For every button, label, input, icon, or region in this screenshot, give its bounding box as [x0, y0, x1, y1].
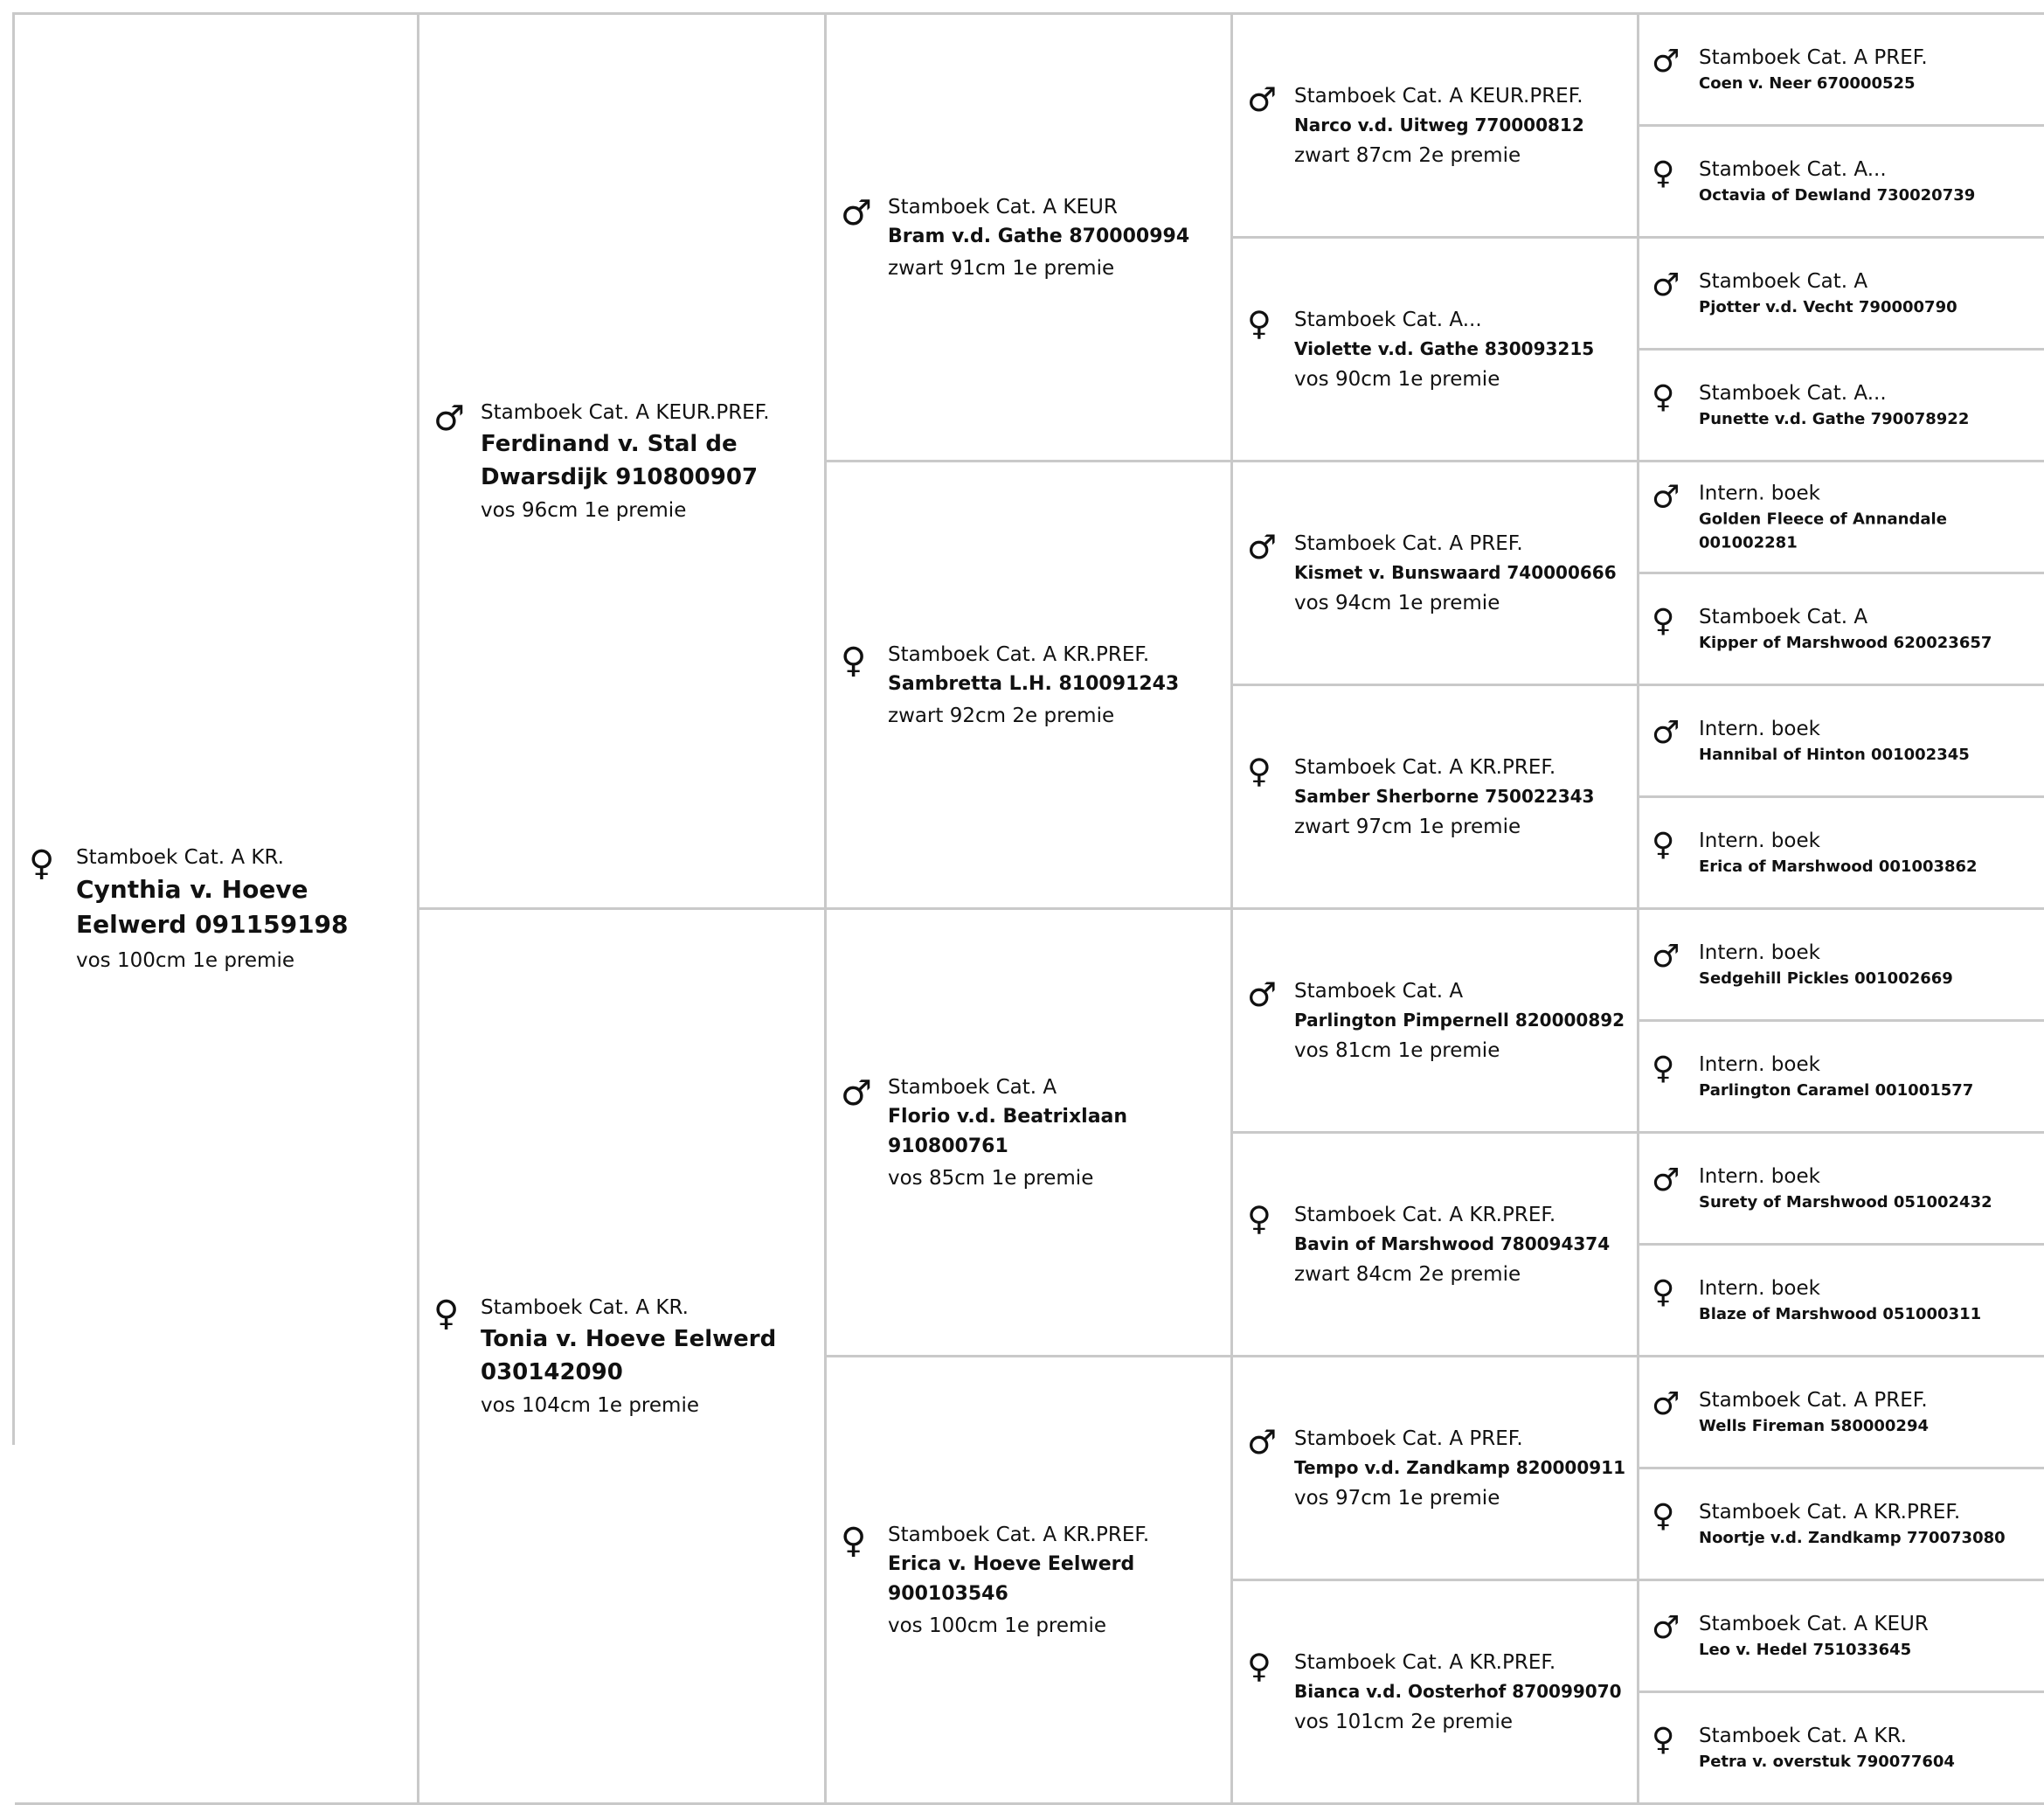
- horse-entry: [1639, 380, 2044, 431]
- horse-info: vos 100cm 1e premie: [76, 948, 294, 972]
- horse-details: [1699, 156, 2044, 207]
- studbook-category: Stamboek Cat. A KEUR.PREF.: [481, 400, 770, 424]
- male-symbol-icon: ♂: [1652, 1162, 1680, 1198]
- horse-entry: [419, 1293, 824, 1420]
- horse-name[interactable]: Narco v.d. Uitweg 770000812: [1294, 114, 1584, 135]
- horse-entry: [1639, 716, 2044, 767]
- horse-details: [481, 398, 824, 525]
- pedigree-tree: [12, 12, 2044, 1771]
- horse-entry: [1639, 1163, 2044, 1214]
- horse-name[interactable]: Sedgehill Pickles 001002669: [1699, 968, 1953, 988]
- pedigree-cell-gen5[interactable]: [1639, 239, 2044, 351]
- male-symbol-icon: ♂: [1247, 80, 1278, 119]
- pedigree-cell-gen1[interactable]: [15, 15, 419, 1805]
- horse-entry: [1233, 1200, 1637, 1289]
- male-symbol-icon: ♂: [841, 1073, 872, 1114]
- horse-entry: [1639, 1387, 2044, 1438]
- horse-info: zwart 87cm 2e premie: [1294, 143, 1521, 167]
- horse-name[interactable]: Violette v.d. Gathe 830093215: [1294, 337, 1595, 359]
- studbook-category: Stamboek Cat. A: [1294, 979, 1464, 1003]
- pedigree-cell-gen4[interactable]: [1233, 910, 1639, 1134]
- horse-name[interactable]: Parlington Caramel 001001577: [1699, 1080, 1974, 1100]
- pedigree-cell-gen5[interactable]: [1639, 351, 2044, 462]
- pedigree-cell-gen5[interactable]: [1639, 574, 2044, 686]
- horse-entry: [1639, 828, 2044, 878]
- studbook-category: Stamboek Cat. A...: [1294, 308, 1482, 331]
- horse-details: [1294, 529, 1637, 618]
- horse-details: [1294, 976, 1637, 1066]
- horse-details: [1699, 45, 2044, 95]
- horse-info: zwart 84cm 2e premie: [1294, 1262, 1521, 1286]
- pedigree-cell-gen5[interactable]: [1639, 798, 2044, 910]
- horse-details: [1294, 753, 1637, 842]
- horse-details: [1294, 1424, 1637, 1513]
- horse-details: [1699, 268, 2044, 319]
- horse-info: vos 81cm 1e premie: [1294, 1038, 1500, 1062]
- horse-name[interactable]: Noortje v.d. Zandkamp 770073080: [1699, 1528, 2006, 1547]
- horse-details: [1699, 480, 2044, 554]
- pedigree-cell-gen5[interactable]: [1639, 1134, 2044, 1246]
- studbook-category: Stamboek Cat. A PREF.: [1699, 45, 1928, 69]
- studbook-category: Stamboek Cat. A KR.PREF.: [888, 1523, 1150, 1546]
- male-symbol-icon: ♂: [841, 192, 872, 233]
- horse-name[interactable]: Kismet v. Bunswaard 740000666: [1294, 561, 1617, 583]
- horse-entry: [1639, 1499, 2044, 1550]
- female-symbol-icon: ♀: [1247, 1198, 1271, 1238]
- horse-entry: [419, 398, 824, 525]
- horse-name[interactable]: Florio v.d. Beatrixlaan 910800761: [888, 1105, 1128, 1157]
- horse-name[interactable]: Ferdinand v. Stal de Dwarsdijk 910800907: [481, 430, 759, 490]
- studbook-category: Intern. boek: [1699, 1276, 1820, 1300]
- male-symbol-icon: ♂: [1652, 938, 1680, 975]
- pedigree-cell-gen4[interactable]: [1233, 15, 1639, 239]
- horse-name[interactable]: Samber Sherborne 750022343: [1294, 785, 1595, 807]
- studbook-category: Intern. boek: [1699, 482, 1820, 504]
- horse-info: zwart 97cm 1e premie: [1294, 815, 1521, 838]
- horse-info: vos 97cm 1e premie: [1294, 1486, 1500, 1510]
- studbook-category: Intern. boek: [1699, 717, 1820, 740]
- female-symbol-icon: ♀: [29, 843, 55, 884]
- female-symbol-icon: ♀: [1652, 1497, 1675, 1534]
- pedigree-cell-gen5[interactable]: [1639, 1357, 2044, 1469]
- pedigree-cell-gen4[interactable]: [1233, 239, 1639, 462]
- studbook-category: Stamboek Cat. A...: [1699, 157, 1887, 181]
- horse-details: [888, 192, 1230, 283]
- horse-details: [1294, 1200, 1637, 1289]
- horse-name[interactable]: Wells Fireman 580000294: [1699, 1416, 1929, 1435]
- horse-entry: [15, 843, 417, 975]
- female-symbol-icon: ♀: [1652, 1050, 1675, 1086]
- horse-name[interactable]: Sambretta L.H. 810091243: [888, 672, 1180, 695]
- horse-entry: [1639, 268, 2044, 319]
- horse-name[interactable]: Parlington Pimpernell 820000892: [1294, 1009, 1625, 1031]
- horse-entry: [1639, 480, 2044, 554]
- horse-name[interactable]: Bram v.d. Gathe 870000994: [888, 225, 1190, 247]
- horse-entry: [827, 1520, 1230, 1641]
- studbook-category: Stamboek Cat. A KR.PREF.: [888, 642, 1150, 666]
- horse-name[interactable]: Punette v.d. Gathe 790078922: [1699, 409, 1970, 428]
- pedigree-cell-gen4[interactable]: [1233, 462, 1639, 686]
- horse-name[interactable]: Octavia of Dewland 730020739: [1699, 185, 1976, 205]
- studbook-category: Stamboek Cat. A: [1699, 605, 1868, 628]
- studbook-category: Stamboek Cat. A...: [1699, 381, 1887, 405]
- horse-info: zwart 92cm 2e premie: [888, 704, 1115, 727]
- horse-details: [1699, 716, 2044, 767]
- studbook-category: Stamboek Cat. A: [888, 1075, 1057, 1099]
- male-symbol-icon: ♂: [1652, 1609, 1680, 1646]
- horse-entry: [1233, 976, 1637, 1066]
- studbook-category: Stamboek Cat. A KR.: [481, 1295, 689, 1319]
- horse-details: [1699, 1163, 2044, 1214]
- pedigree-cell-gen3[interactable]: [827, 1357, 1233, 1805]
- horse-info: zwart 91cm 1e premie: [888, 256, 1115, 280]
- horse-entry: [1639, 45, 2044, 95]
- horse-name[interactable]: Cynthia v. Hoeve Eelwerd 091159198: [76, 874, 349, 939]
- horse-details: [1699, 1611, 2044, 1662]
- male-symbol-icon: ♂: [1247, 527, 1278, 566]
- horse-details: [888, 1073, 1230, 1193]
- pedigree-cell-gen5[interactable]: [1639, 1469, 2044, 1581]
- pedigree-cell-gen2[interactable]: [419, 910, 827, 1805]
- studbook-category: Stamboek Cat. A: [1699, 269, 1868, 293]
- horse-name[interactable]: Golden Fleece of Annandale 001002281: [1699, 510, 1947, 552]
- horse-details: [1294, 1648, 1637, 1737]
- female-symbol-icon: ♀: [1247, 303, 1271, 343]
- horse-info: vos 96cm 1e premie: [481, 498, 687, 522]
- female-symbol-icon: ♀: [841, 640, 867, 681]
- horse-info: vos 90cm 1e premie: [1294, 367, 1500, 391]
- studbook-category: Stamboek Cat. A KEUR.PREF.: [1294, 84, 1583, 108]
- horse-entry: [1639, 156, 2044, 207]
- horse-entry: [1233, 1424, 1637, 1513]
- horse-name[interactable]: Pjotter v.d. Vecht 790000790: [1699, 297, 1957, 316]
- horse-info: vos 101cm 2e premie: [1294, 1710, 1513, 1733]
- female-symbol-icon: ♀: [1652, 155, 1675, 191]
- horse-info: vos 94cm 1e premie: [1294, 591, 1500, 614]
- male-symbol-icon: ♂: [1652, 479, 1680, 515]
- horse-entry: [1233, 1648, 1637, 1737]
- horse-info: vos 104cm 1e premie: [481, 1393, 699, 1417]
- horse-name[interactable]: Erica of Marshwood 001003862: [1699, 857, 1978, 876]
- male-symbol-icon: ♂: [1652, 1385, 1680, 1422]
- horse-name[interactable]: Coen v. Neer 670000525: [1699, 73, 1916, 93]
- pedigree-cell-gen5[interactable]: [1639, 1693, 2044, 1805]
- male-symbol-icon: ♂: [433, 398, 465, 439]
- pedigree-cell-gen5[interactable]: [1639, 910, 2044, 1022]
- horse-name[interactable]: Surety of Marshwood 051002432: [1699, 1192, 1992, 1211]
- pedigree-cell-gen3[interactable]: [827, 462, 1233, 910]
- pedigree-cell-gen4[interactable]: [1233, 686, 1639, 910]
- horse-name[interactable]: Tonia v. Hoeve Eelwerd 030142090: [481, 1325, 777, 1385]
- studbook-category: Stamboek Cat. A PREF.: [1699, 1388, 1928, 1412]
- horse-details: [888, 1520, 1230, 1641]
- horse-entry: [827, 640, 1230, 731]
- horse-name[interactable]: Bavin of Marshwood 780094374: [1294, 1232, 1611, 1254]
- horse-info: vos 100cm 1e premie: [888, 1614, 1106, 1637]
- female-symbol-icon: ♀: [1247, 751, 1271, 790]
- horse-entry: [1639, 1052, 2044, 1102]
- horse-entry: [827, 192, 1230, 283]
- horse-name[interactable]: Hannibal of Hinton 001002345: [1699, 745, 1970, 764]
- studbook-category: Stamboek Cat. A KR.PREF.: [1294, 755, 1556, 779]
- pedigree-cell-gen5[interactable]: [1639, 1022, 2044, 1134]
- female-symbol-icon: ♀: [1247, 1646, 1271, 1685]
- horse-details: [1294, 81, 1637, 170]
- studbook-category: Stamboek Cat. A PREF.: [1294, 1427, 1523, 1450]
- horse-entry: [1233, 529, 1637, 618]
- studbook-category: Stamboek Cat. A KR.PREF.: [1294, 1203, 1556, 1226]
- horse-details: [1699, 1499, 2044, 1550]
- horse-entry: [1233, 753, 1637, 842]
- male-symbol-icon: ♂: [1652, 714, 1680, 751]
- female-symbol-icon: ♀: [841, 1520, 867, 1561]
- studbook-category: Stamboek Cat. A PREF.: [1294, 531, 1523, 555]
- pedigree-cell-gen2[interactable]: [419, 15, 827, 910]
- pedigree-cell-gen5[interactable]: [1639, 686, 2044, 798]
- horse-entry: [1639, 604, 2044, 655]
- horse-entry: [1639, 1611, 2044, 1662]
- pedigree-cell-gen4[interactable]: [1233, 1357, 1639, 1581]
- horse-name[interactable]: Leo v. Hedel 751033645: [1699, 1640, 1912, 1659]
- horse-details: [76, 843, 417, 975]
- female-symbol-icon: ♀: [1652, 1721, 1675, 1758]
- horse-entry: [1639, 1723, 2044, 1774]
- studbook-category: Intern. boek: [1699, 1052, 1820, 1076]
- horse-info: vos 85cm 1e premie: [888, 1166, 1094, 1190]
- horse-details: [481, 1293, 824, 1420]
- male-symbol-icon: ♂: [1652, 43, 1680, 80]
- horse-entry: [1233, 81, 1637, 170]
- pedigree-cell-gen5[interactable]: [1639, 127, 2044, 239]
- horse-entry: [827, 1073, 1230, 1193]
- horse-name[interactable]: Petra v. overstuk 790077604: [1699, 1752, 1955, 1771]
- horse-details: [1699, 828, 2044, 878]
- pedigree-cell-gen5[interactable]: [1639, 15, 2044, 127]
- pedigree-cell-gen5[interactable]: [1639, 1246, 2044, 1357]
- studbook-category: Stamboek Cat. A KEUR: [1699, 1612, 1929, 1635]
- female-symbol-icon: ♀: [1652, 1274, 1675, 1310]
- horse-entry: [1233, 305, 1637, 394]
- studbook-category: Stamboek Cat. A KR.: [1699, 1724, 1907, 1747]
- horse-details: [1699, 1275, 2044, 1326]
- pedigree-cell-gen3[interactable]: [827, 15, 1233, 462]
- studbook-category: Stamboek Cat. A KEUR: [888, 195, 1118, 219]
- horse-entry: [1639, 1275, 2044, 1326]
- horse-name[interactable]: Tempo v.d. Zandkamp 820000911: [1294, 1456, 1626, 1478]
- female-symbol-icon: ♀: [1652, 378, 1675, 415]
- studbook-category: Stamboek Cat. A KR.PREF.: [1294, 1650, 1556, 1674]
- horse-details: [1699, 940, 2044, 990]
- pedigree-cell-gen3[interactable]: [827, 910, 1233, 1357]
- horse-entry: [1639, 940, 2044, 990]
- female-symbol-icon: ♀: [1652, 826, 1675, 863]
- horse-details: [888, 640, 1230, 731]
- studbook-category: Intern. boek: [1699, 1164, 1820, 1188]
- pedigree-cell-gen5[interactable]: [1639, 462, 2044, 574]
- studbook-category: Stamboek Cat. A KR.: [76, 845, 284, 869]
- pedigree-cell-gen4[interactable]: [1233, 1581, 1639, 1805]
- female-symbol-icon: ♀: [1652, 602, 1675, 639]
- pedigree-cell-gen4[interactable]: [1233, 1134, 1639, 1357]
- female-symbol-icon: ♀: [433, 1293, 460, 1334]
- horse-details: [1294, 305, 1637, 394]
- horse-details: [1699, 1052, 2044, 1102]
- horse-name[interactable]: Blaze of Marshwood 051000311: [1699, 1304, 1982, 1323]
- studbook-category: Stamboek Cat. A KR.PREF.: [1699, 1500, 1961, 1524]
- studbook-category: Intern. boek: [1699, 941, 1820, 964]
- pedigree-cell-gen5[interactable]: [1639, 1581, 2044, 1693]
- male-symbol-icon: ♂: [1247, 1422, 1278, 1461]
- horse-name[interactable]: Bianca v.d. Oosterhof 870099070: [1294, 1680, 1622, 1702]
- horse-name[interactable]: Kipper of Marshwood 620023657: [1699, 633, 1992, 652]
- male-symbol-icon: ♂: [1652, 267, 1680, 303]
- horse-name[interactable]: Erica v. Hoeve Eelwerd 900103546: [888, 1552, 1135, 1605]
- male-symbol-icon: ♂: [1247, 975, 1278, 1014]
- horse-details: [1699, 380, 2044, 431]
- horse-details: [1699, 1723, 2044, 1774]
- studbook-category: Intern. boek: [1699, 829, 1820, 852]
- horse-details: [1699, 1387, 2044, 1438]
- horse-details: [1699, 604, 2044, 655]
